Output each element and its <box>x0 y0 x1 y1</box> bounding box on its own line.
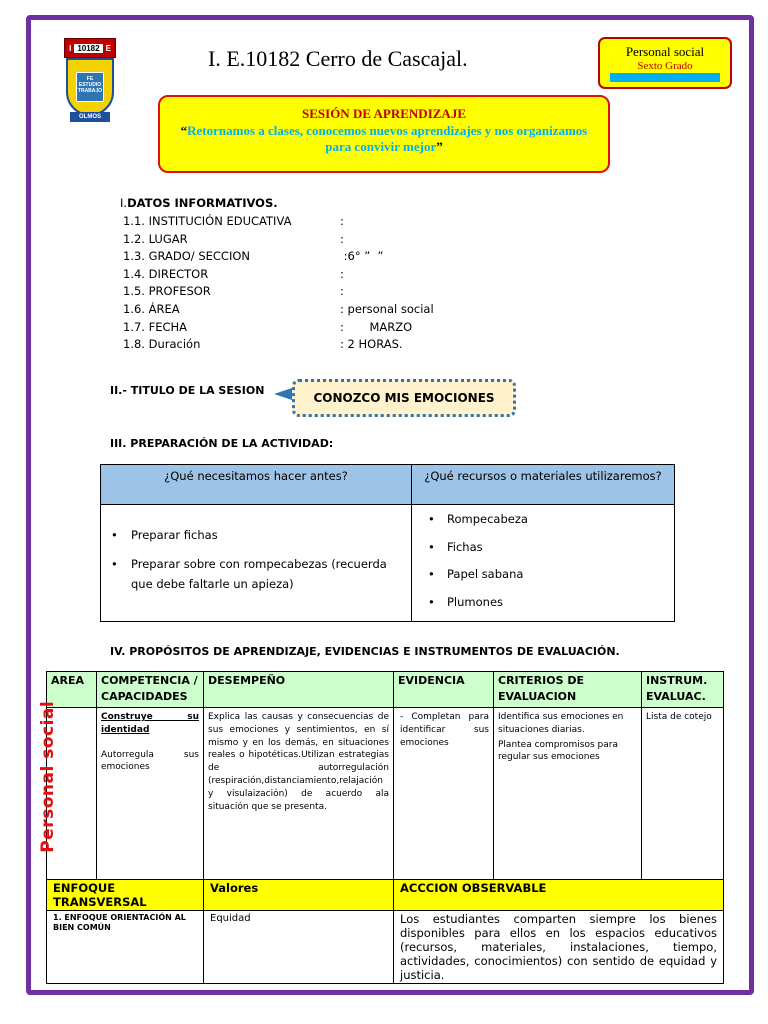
close-quote: ” <box>436 139 443 154</box>
datos-row <box>120 231 344 250</box>
enfoque-header: ENFOQUE TRANSVERSAL <box>47 880 204 911</box>
area-grade-badge <box>598 37 732 89</box>
datos-row <box>120 337 403 355</box>
callout-arrow <box>274 388 292 400</box>
crest-motto: FE ESTUDIO TRABAJO <box>76 72 104 102</box>
session-subtitle-text: Retornamos a clases, conocemos nuevos aprendizajes y nos organizamos para convivir mejor <box>187 123 588 154</box>
datos-value: :6° ” ” <box>340 249 384 264</box>
col-header-instrumento: INSTRUM. EVALUAC. <box>642 672 724 708</box>
list-item: • Plumones <box>412 594 674 622</box>
list-item: • Papel sabana <box>412 566 674 594</box>
school-crest-logo <box>64 38 116 126</box>
col-header-evidencia: EVIDENCIA <box>394 672 494 708</box>
desempeno-cell: Explica las causas y consecuencias de sus emociones y sentimientos, en sí mismo y en los demás, en situaciones reales o hipotéticas.Utilizan estrategias de autorregulación (respiración,distanciamiento,relajación y visulaización) de acuerdo ala situación que se presenta. <box>204 708 394 880</box>
badge-grade: Sexto Grado <box>637 60 693 72</box>
accion-cell: Los estudiantes comparten siempre los bienes disponibles para ellos en los espacios educativos (recursos, materiales, instalaciones, tiempo, actividades, conocimientos) con sentido de equidad y justicia. <box>394 911 724 984</box>
prep-header-antes: ¿Qué necesitamos hacer antes? <box>101 465 412 505</box>
session-subtitle <box>160 123 608 155</box>
datos-value: : MARZO <box>340 319 413 334</box>
datos-value: : <box>340 284 344 299</box>
list-item: • Rompecabeza <box>412 511 674 539</box>
list-item: • Preparar sobre con rompecabezas (recuerda que debe faltarle un apieza) <box>101 554 411 594</box>
session-title-callout: CONOZCO MIS EMOCIONES <box>292 379 516 417</box>
datos-row <box>120 214 344 232</box>
area-vertical-text: Personal social <box>38 701 59 853</box>
datos-title-text: DATOS INFORMATIVOS. <box>127 196 278 210</box>
datos-title <box>120 196 291 210</box>
datos-row <box>120 266 344 285</box>
prep-antes-cell <box>101 505 412 622</box>
competencia-cell <box>97 708 204 880</box>
datos-row <box>120 249 384 267</box>
crest-letter-left: I <box>69 43 72 53</box>
list-item: • Fichas <box>412 539 674 567</box>
datos-label: 1.3. GRADO/ SECCION <box>123 249 251 264</box>
evidencia-cell: - Completan para identificar sus emociones <box>394 708 494 880</box>
badge-bar <box>610 73 720 82</box>
crest-letter-right: E <box>105 43 111 53</box>
competencia-name: Construye su identidad <box>101 712 199 735</box>
accion-header: ACCCION OBSERVABLE <box>394 880 724 911</box>
badge-area: Personal social <box>625 44 705 59</box>
preparacion-table <box>100 464 675 622</box>
datos-value: : 2 HORAS. <box>340 337 403 352</box>
col-header-criterios: CRITERIOS DE EVALUACION <box>494 672 642 708</box>
crest-ribbon: OLMOS <box>70 112 110 122</box>
titulo-label: II.- TITULO DE LA SESION <box>110 384 265 397</box>
datos-label: 1.2. LUGAR <box>123 231 188 246</box>
school-title: I. E.10182 Cerro de Cascajal. <box>208 46 468 71</box>
datos-informativos <box>120 196 434 355</box>
capacidad-text: Autorregula sus emociones <box>101 749 199 773</box>
criterio-item: Plantea compromisos para regular sus emociones <box>498 739 618 763</box>
antes-list <box>101 505 411 594</box>
datos-value: : <box>340 231 344 246</box>
datos-row <box>120 301 434 320</box>
datos-label: 1.7. FECHA <box>123 319 188 334</box>
datos-value: : <box>340 214 344 228</box>
session-heading: SESIÓN DE APRENDIZAJE <box>302 106 466 121</box>
datos-row <box>120 319 413 338</box>
enfoque-name: 1. ENFOQUE ORIENTACIÓN AL BIEN COMÚN <box>47 911 204 984</box>
session-banner <box>158 95 610 173</box>
crest-top-band <box>64 38 116 58</box>
area-cell <box>38 701 97 880</box>
datos-label: 1.6. ÁREA <box>123 301 180 316</box>
datos-row <box>120 284 344 302</box>
preparacion-label: III. PREPARACIÓN DE LA ACTIVIDAD: <box>110 437 334 450</box>
recursos-list <box>412 505 674 621</box>
datos-title-prefix: I. <box>120 196 128 210</box>
datos-label: 1.8. Duración <box>123 337 201 352</box>
propositos-table <box>38 671 724 984</box>
valor-cell: Equidad <box>204 911 394 984</box>
instrumento-cell: Lista de cotejo <box>642 708 724 880</box>
propositos-label: IV. PROPÓSITOS DE APRENDIZAJE, EVIDENCIAS E INSTRUMENTOS DE EVALUACIÓN. <box>110 645 620 658</box>
criterio-item: Identifica sus emociones en situaciones diarias. <box>498 712 624 735</box>
datos-label: 1.1. INSTITUCIÓN EDUCATIVA <box>123 214 292 228</box>
col-header-desempeno: DESEMPEÑO <box>204 672 394 708</box>
prep-recursos-cell <box>412 505 675 622</box>
datos-label: 1.4. DIRECTOR <box>123 266 209 281</box>
crest-number: 10182 <box>74 44 102 53</box>
open-quote: “ <box>180 123 188 138</box>
valores-header: Valores <box>204 880 394 911</box>
col-header-competencia: COMPETENCIA / CAPACIDADES <box>97 672 204 708</box>
datos-value: : personal social <box>340 301 434 316</box>
datos-value: : <box>340 266 344 281</box>
datos-label: 1.5. PROFESOR <box>123 284 211 299</box>
prep-header-recursos: ¿Qué recursos o materiales utilizaremos? <box>412 465 675 505</box>
criterios-cell <box>494 708 642 880</box>
crest-shield <box>66 58 114 116</box>
list-item: • Preparar fichas <box>101 525 411 545</box>
col-header-area: AREA <box>47 672 97 708</box>
